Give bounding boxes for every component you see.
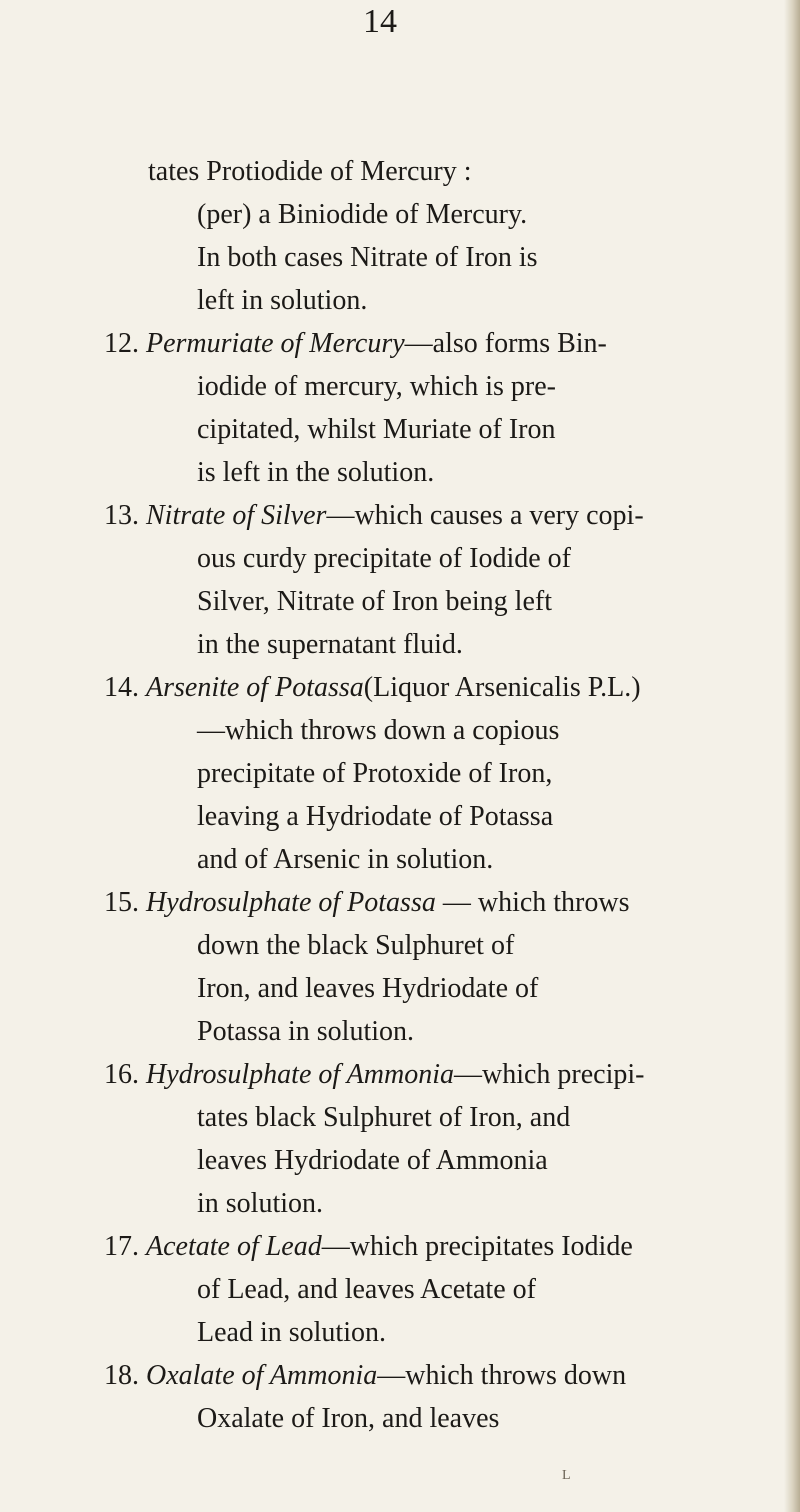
text-line: —which throws down — [377, 1360, 627, 1391]
item-title: Arsenite of Potassa — [146, 672, 364, 703]
text-line: leaving a Hydriodate of Potassa — [197, 801, 554, 832]
text-line: —which precipitates Iodide — [321, 1231, 633, 1262]
item-title: Hydrosulphate of Ammonia — [146, 1059, 454, 1090]
text-line: Iron, and leaves Hydriodate of — [197, 973, 539, 1004]
text-line: Silver, Nitrate of Iron being left — [197, 586, 552, 617]
item-number: 12. — [104, 328, 139, 359]
text-line: ous curdy precipitate of Iodide of — [197, 543, 571, 574]
text-line: — which throws — [442, 887, 630, 918]
text-line: —which causes a very copi- — [326, 500, 644, 531]
item-title: Hydrosulphate of Potassa — [146, 887, 436, 918]
page-edge-shadow — [784, 0, 800, 1512]
item-number: 18. — [104, 1360, 139, 1391]
text-line: (per) a Biniodide of Mercury. — [197, 199, 528, 230]
item-14 — [104, 668, 641, 708]
text-line: —which precipi- — [454, 1059, 645, 1090]
text-line: Oxalate of Iron, and leaves — [197, 1403, 500, 1434]
text-line: Lead in solution. — [197, 1317, 386, 1348]
text-line: Potassa in solution. — [197, 1016, 415, 1047]
text-line: —also forms Bin- — [404, 328, 607, 359]
text-line: of Lead, and leaves Acetate of — [197, 1274, 536, 1305]
text-line: cipitated, whilst Muriate of Iron — [197, 414, 556, 445]
item-number: 17. — [104, 1231, 139, 1262]
item-15 — [104, 883, 630, 923]
item-title: Oxalate of Ammonia — [146, 1360, 378, 1391]
text-line: and of Arsenic in solution. — [197, 844, 494, 875]
text-line: in the supernatant fluid. — [197, 629, 463, 660]
item-16 — [104, 1055, 645, 1095]
text-line: tates black Sulphuret of Iron, and — [197, 1102, 571, 1133]
item-17 — [104, 1227, 633, 1267]
text-line: in solution. — [197, 1188, 324, 1219]
text-line: tates Protiodide of Mercury : — [148, 156, 472, 187]
item-12 — [104, 324, 607, 364]
item-18 — [104, 1356, 626, 1396]
text-line: leaves Hydriodate of Ammonia — [197, 1145, 548, 1176]
text-line: iodide of mercury, which is pre- — [197, 371, 556, 402]
text-line: left in solution. — [197, 285, 368, 316]
item-number: 14. — [104, 672, 139, 703]
text-line: is left in the solution. — [197, 457, 435, 488]
page-number: 14 — [363, 3, 397, 40]
item-number: 16. — [104, 1059, 139, 1090]
item-number: 15. — [104, 887, 139, 918]
item-title: Permuriate of Mercury — [146, 328, 405, 359]
item-title: Nitrate of Silver — [146, 500, 327, 531]
item-13 — [104, 496, 644, 536]
text-line: down the black Sulphuret of — [197, 930, 515, 961]
text-line: —which throws down a copious — [197, 715, 560, 746]
text-line: precipitate of Protoxide of Iron, — [197, 758, 553, 789]
text-line: In both cases Nitrate of Iron is — [197, 242, 538, 273]
text-line: (Liquor Arsenicalis P.L.) — [363, 672, 641, 703]
signature-mark: L — [562, 1468, 571, 1483]
item-title: Acetate of Lead — [146, 1231, 322, 1262]
item-number: 13. — [104, 500, 139, 531]
